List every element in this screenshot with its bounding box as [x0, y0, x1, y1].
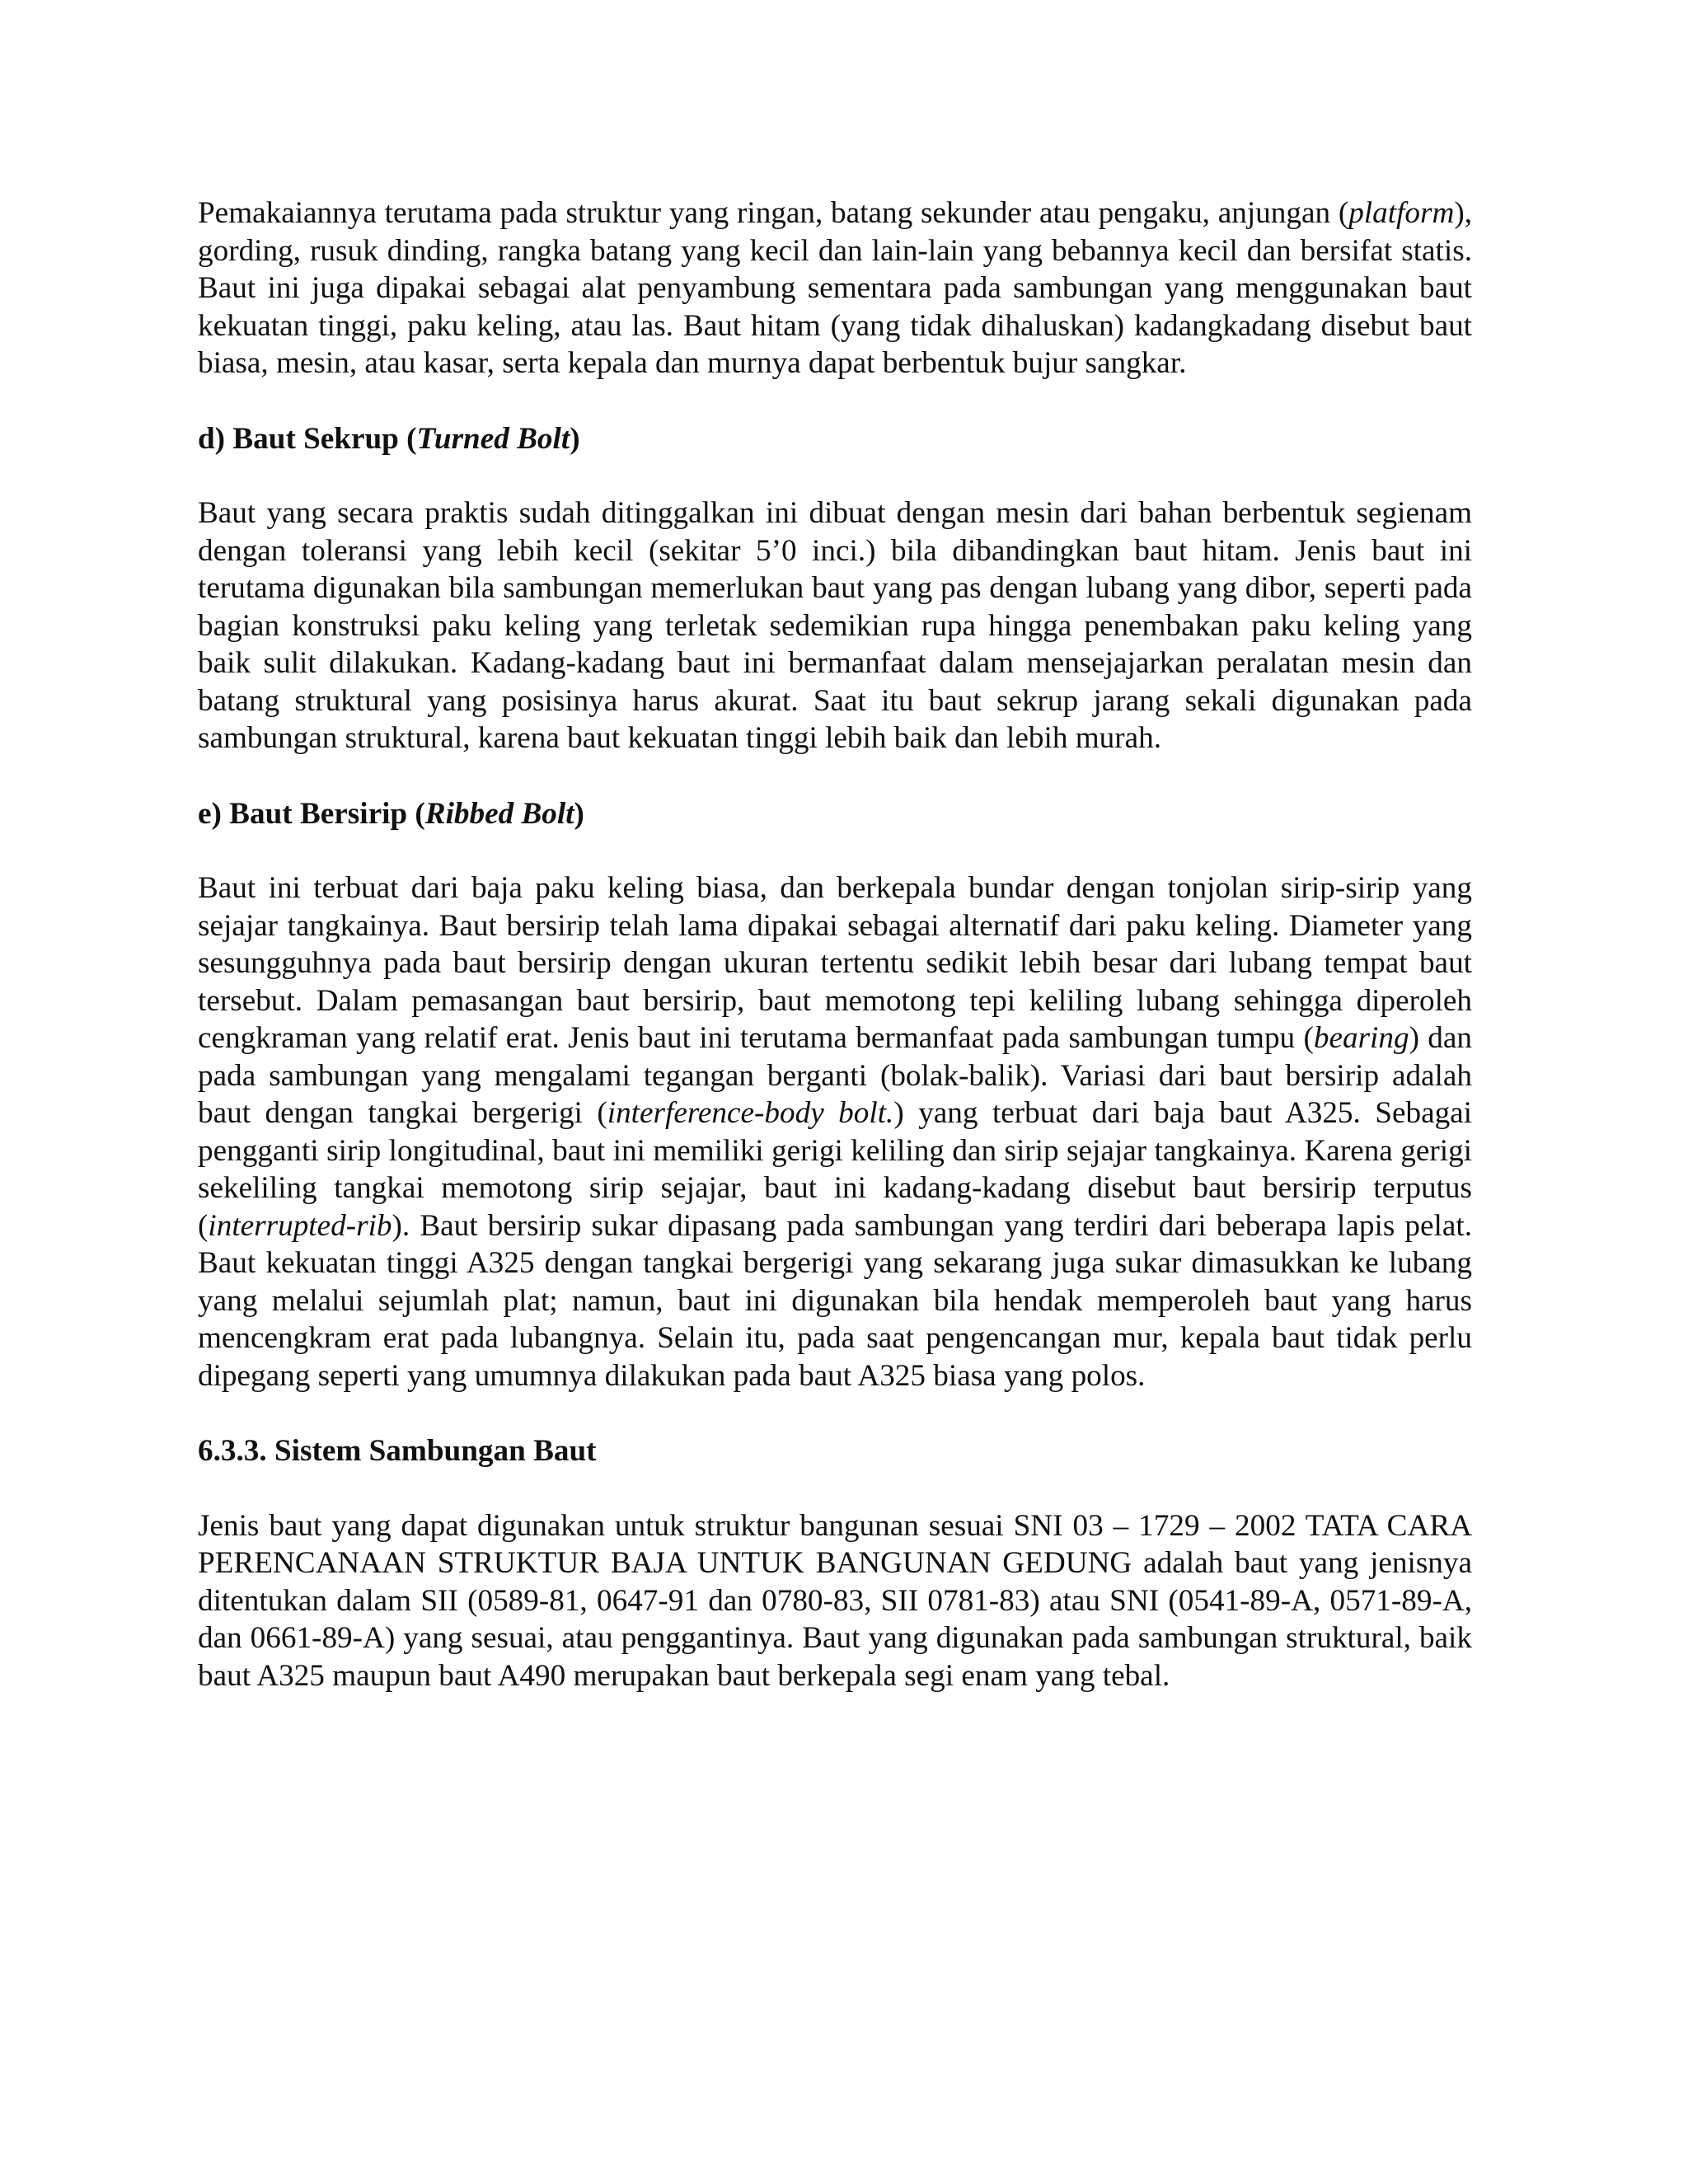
section-e-heading: e) Baut Bersirip (Ribbed Bolt): [198, 796, 584, 831]
section-633-heading: 6.3.3. Sistem Sambungan Baut: [198, 1434, 597, 1468]
document-page: [198, 194, 1472, 1694]
intro-paragraph: Pemakaiannya terutama pada struktur yang ringan, batang sekunder atau pengaku, anjungan (platform), gording, rusuk dinding, rangka batang yang kecil dan lain-lain yang bebannya kecil dan bersifat statis. Baut ini juga dipakai sebagai alat penyambung sementara pada sambungan yang menggunakan baut kekuatan tinggi, paku keling, atau las. Baut hitam (yang tidak dihaluskan) kadangkadang disebut baut biasa, mesin, atau kasar, serta kepala dan murnya dapat berbentuk bujur sangkar.: [198, 196, 1472, 380]
section-d-body: Baut yang secara praktis sudah ditinggalkan ini dibuat dengan mesin dari bahan berbentuk segienam dengan toleransi yang lebih kecil (sekitar 5’0 inci.) bila dibandingkan baut hitam. Jenis baut ini terutama digunakan bila sambungan memerlukan baut yang pas dengan lubang yang dibor, seperti pada bagian konstruksi paku keling yang terletak sedemikian rupa hingga penembakan paku keling yang baik sulit dilakukan. Kadang-kadang baut ini bermanfaat dalam mensejajarkan peralatan mesin dan batang struktural yang posisinya harus akurat. Saat itu baut sekrup jarang sekali digunakan pada sambungan struktural, karena baut kekuatan tinggi lebih baik dan lebih murah.: [198, 496, 1472, 755]
section-633-body: Jenis baut yang dapat digunakan untuk struktur bangunan sesuai SNI 03 – 1729 – 2002 TATA CARA PERENCANAAN STRUKTUR BAJA UNTUK BANGUNAN GEDUNG adalah baut yang jenisnya ditentukan dalam SII (0589-81, 0647-91 dan 0780-83, SII 0781-83) atau SNI (0541-89-A, 0571-89-A, dan 0661-89-A) yang sesuai, atau penggantinya. Baut yang digunakan pada sambungan struktural, baik baut A325 maupun baut A490 merupakan baut berkepala segi enam yang tebal.: [198, 1508, 1472, 1693]
section-d-heading: d) Baut Sekrup (Turned Bolt): [198, 421, 580, 456]
section-e-body: Baut ini terbuat dari baja paku keling biasa, dan berkepala bundar dengan tonjolan sirip-sirip yang sejajar tangkainya. Baut bersirip telah lama dipakai sebagai alternatif dari paku keling. Diameter yang sesungguhnya pada baut bersirip dengan ukuran tertentu sedikit lebih besar dari lubang tempat baut tersebut. Dalam pemasangan baut bersirip, baut memotong tepi keliling lubang sehingga diperoleh cengkraman yang relatif erat. Jenis baut ini terutama bermanfaat pada sambungan tumpu (bearing) dan pada sambungan yang mengalami tegangan berganti (bolak-balik). Variasi dari baut bersirip adalah baut dengan tangkai bergerigi (interference-body bolt.) yang terbuat dari baja baut A325. Sebagai pengganti sirip longitudinal, baut ini memiliki gerigi keliling dan sirip sejajar tangkainya. Karena gerigi sekeliling tangkai memotong sirip sejajar, baut ini kadang-kadang disebut baut bersirip terputus (interrupted-rib). Baut bersirip sukar dipasang pada sambungan yang terdiri dari beberapa lapis pelat. Baut kekuatan tinggi A325 dengan tangkai bergerigi yang sekarang juga sukar dimasukkan ke lubang yang melalui sejumlah plat; namun, baut ini digunakan bila hendak memperoleh baut yang harus mencengkram erat pada lubangnya. Selain itu, pada saat pengencangan mur, kepala baut tidak perlu dipegang seperti yang umumnya dilakukan pada baut A325 biasa yang polos.: [198, 871, 1473, 1393]
